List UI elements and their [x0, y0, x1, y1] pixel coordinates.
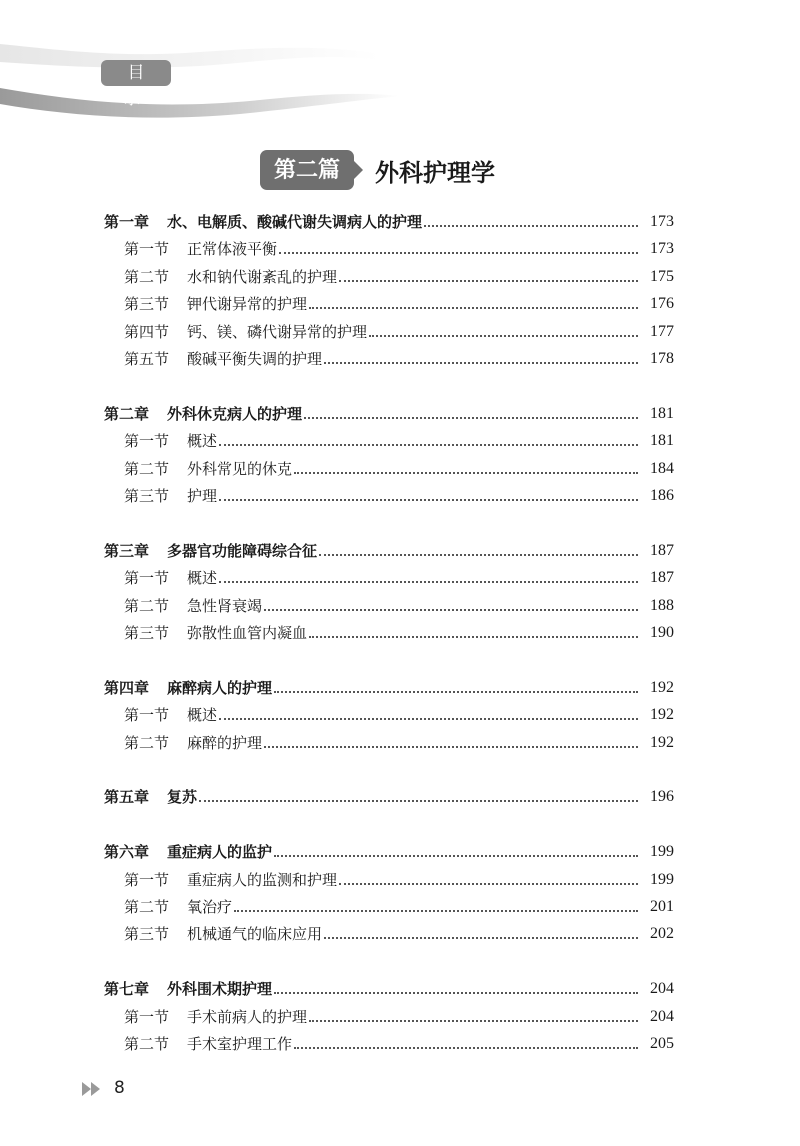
- section-page-number: 199: [650, 870, 674, 888]
- dot-leader: [294, 1047, 638, 1049]
- section-title: 机械通气的临床应用: [187, 925, 323, 944]
- contents-tab: 目 录: [101, 60, 171, 86]
- chapter-page-number: 199: [650, 843, 674, 861]
- section-page-number: 202: [650, 925, 674, 943]
- section-number: 第二节: [124, 267, 170, 286]
- section-page-number: 184: [650, 459, 674, 477]
- dot-leader: [234, 910, 638, 912]
- dot-leader: [324, 362, 638, 364]
- toc-section-row: [124, 896, 674, 918]
- section-page-number: 181: [650, 432, 674, 450]
- dot-leader: [324, 937, 638, 939]
- toc-section-row: [124, 321, 674, 343]
- section-number: 第一节: [124, 240, 170, 259]
- dot-leader: [279, 252, 638, 254]
- part-label: 第二篇: [260, 150, 354, 190]
- toc-section-row: [124, 1006, 674, 1028]
- section-number: 第二节: [124, 1035, 170, 1053]
- section-title: 概述: [187, 706, 218, 725]
- chapter-number: 第五章: [104, 788, 150, 807]
- section-title: 手术室护理工作: [187, 1035, 293, 1053]
- chapter-page-number: 181: [650, 404, 674, 422]
- section-number: 第一节: [124, 432, 170, 451]
- toc-section-row: [124, 567, 674, 589]
- section-page-number: 187: [650, 569, 674, 587]
- chapter-title: 多器官功能障碍综合征: [167, 541, 318, 560]
- section-title: 弥散性血管内凝血: [187, 624, 308, 642]
- section-page-number: 186: [650, 487, 674, 504]
- section-number: 第三节: [124, 624, 170, 642]
- toc-section-row: [124, 622, 674, 644]
- section-title: 外科常见的休克: [187, 459, 293, 478]
- section-title: 重症病人的监测和护理: [187, 870, 338, 889]
- section-number: 第五节: [124, 350, 170, 368]
- dot-leader: [199, 800, 638, 802]
- dot-leader: [294, 472, 638, 474]
- toc-section-row: [124, 732, 674, 754]
- chapter-number: 第三章: [104, 541, 150, 560]
- section-number: 第一节: [124, 870, 170, 889]
- section-number: 第一节: [124, 569, 170, 588]
- page-number: 8: [114, 1078, 125, 1098]
- section-title: 氧治疗: [187, 898, 233, 916]
- dot-leader: [319, 554, 638, 556]
- chapter-title: 重症病人的监护: [167, 843, 273, 862]
- chapter-number: 第二章: [104, 404, 150, 423]
- chapter-title: 外科休克病人的护理: [167, 404, 303, 423]
- dot-leader: [304, 417, 638, 419]
- chapter-title: 外科围术期护理: [167, 980, 273, 999]
- section-page-number: 176: [650, 295, 674, 313]
- section-title: 酸碱平衡失调的护理: [187, 350, 323, 368]
- chapter-page-number: 204: [650, 980, 674, 998]
- section-page-number: 178: [650, 350, 674, 367]
- section-number: 第三节: [124, 295, 170, 314]
- double-chevron-right-icon: [82, 1081, 102, 1097]
- section-title: 概述: [187, 432, 218, 451]
- chapter-number: 第六章: [104, 843, 150, 862]
- part-title: 外科护理学: [375, 157, 496, 187]
- toc-section-row: [124, 430, 674, 452]
- section-number: 第四节: [124, 322, 170, 341]
- dot-leader: [339, 883, 638, 885]
- toc-section-row: [124, 266, 674, 288]
- toc-chapter-row: [104, 677, 674, 699]
- toc-chapter-row: [104, 540, 674, 562]
- toc-section-row: [124, 485, 674, 507]
- section-page-number: 204: [650, 1007, 674, 1025]
- section-title: 急性肾衰竭: [187, 596, 263, 615]
- dot-leader: [274, 992, 638, 994]
- chapter-page-number: 192: [650, 678, 674, 696]
- toc-section-row: [124, 704, 674, 726]
- section-page-number: 190: [650, 624, 674, 641]
- chapter-page-number: 196: [650, 788, 674, 806]
- chapter-page-number: 187: [650, 541, 674, 559]
- dot-leader: [309, 1020, 638, 1022]
- toc-chapter-row: [104, 978, 674, 1000]
- section-number: 第二节: [124, 898, 170, 916]
- toc-section-row: [124, 238, 674, 260]
- toc-section-row: [124, 458, 674, 480]
- toc-section-row: [124, 293, 674, 315]
- section-page-number: 192: [650, 706, 674, 724]
- section-number: 第一节: [124, 706, 170, 725]
- toc-chapter-row: [104, 841, 674, 863]
- section-title: 钙、镁、磷代谢异常的护理: [187, 322, 368, 341]
- section-title: 麻醉的护理: [187, 733, 263, 752]
- section-title: 护理: [187, 487, 218, 505]
- chapter-number: 第四章: [104, 678, 150, 697]
- section-page-number: 192: [650, 733, 674, 751]
- toc-section-row: [124, 923, 674, 945]
- section-page-number: 175: [650, 267, 674, 285]
- toc-section-row: [124, 869, 674, 891]
- toc-section-row: [124, 595, 674, 617]
- toc-chapter-row: [104, 211, 674, 233]
- toc-chapter-row: [104, 403, 674, 425]
- section-number: 第三节: [124, 487, 170, 505]
- section-number: 第一节: [124, 1007, 170, 1026]
- toc-section-row: [124, 348, 674, 370]
- section-page-number: 177: [650, 322, 674, 340]
- chapter-number: 第七章: [104, 980, 150, 999]
- chapter-title: 水、电解质、酸碱代谢失调病人的护理: [167, 213, 423, 231]
- toc-section-row: [124, 1033, 674, 1055]
- section-page-number: 188: [650, 596, 674, 614]
- section-number: 第二节: [124, 733, 170, 752]
- dot-leader: [264, 609, 638, 611]
- dot-leader: [219, 581, 638, 583]
- section-number: 第二节: [124, 459, 170, 478]
- dot-leader: [339, 280, 638, 282]
- chapter-number: 第一章: [104, 213, 150, 231]
- dot-leader: [309, 307, 638, 309]
- section-title: 水和钠代谢紊乱的护理: [187, 267, 338, 286]
- dot-leader: [219, 444, 638, 446]
- section-title: 钾代谢异常的护理: [187, 295, 308, 314]
- dot-leader: [274, 855, 638, 857]
- section-title: 手术前病人的护理: [187, 1007, 308, 1026]
- dot-leader: [274, 691, 638, 693]
- toc-chapter-row: [104, 786, 674, 808]
- section-page-number: 205: [650, 1035, 674, 1052]
- chapter-page-number: 173: [650, 213, 674, 230]
- dot-leader: [219, 499, 638, 501]
- section-number: 第三节: [124, 925, 170, 944]
- section-page-number: 173: [650, 240, 674, 258]
- section-page-number: 201: [650, 898, 674, 915]
- section-number: 第二节: [124, 596, 170, 615]
- chapter-title: 复苏: [167, 788, 198, 807]
- section-title: 正常体液平衡: [187, 240, 278, 259]
- dot-leader: [424, 225, 638, 227]
- dot-leader: [264, 746, 638, 748]
- section-title: 概述: [187, 569, 218, 588]
- dot-leader: [219, 718, 638, 720]
- dot-leader: [369, 335, 638, 337]
- dot-leader: [309, 636, 638, 638]
- chapter-title: 麻醉病人的护理: [167, 678, 273, 697]
